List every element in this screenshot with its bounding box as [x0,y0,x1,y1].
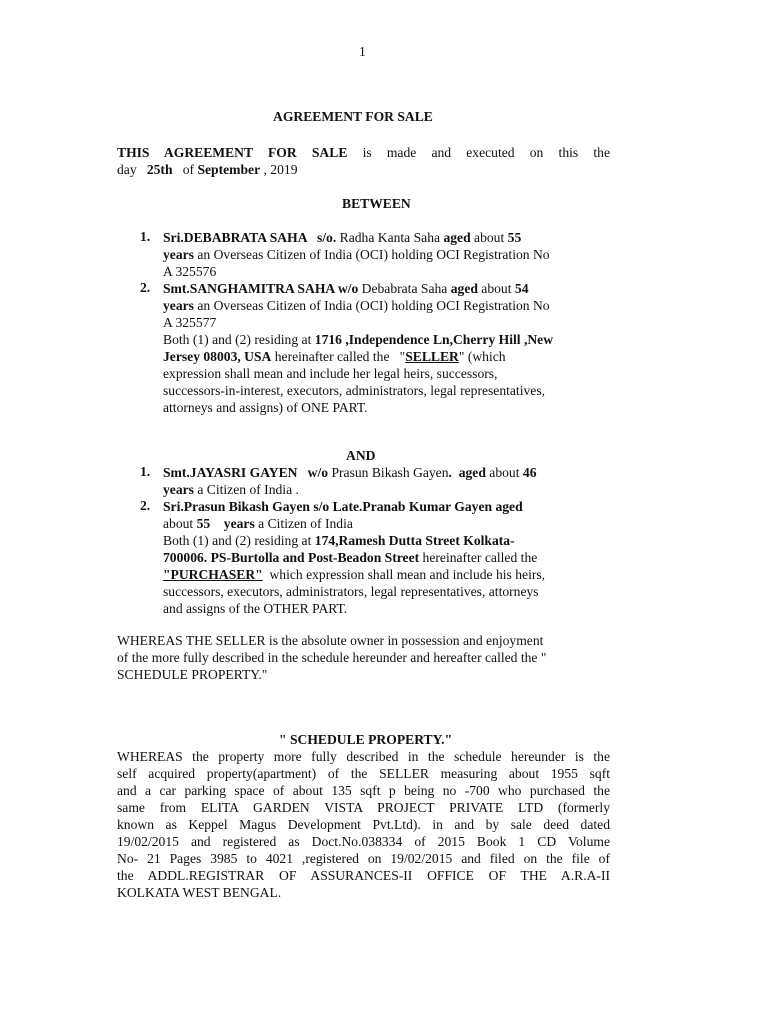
whereas-1-line-3: SCHEDULE PROPERTY." [117,667,268,682]
seller-1-name: Sri.DEBABRATA SAHA s/o. [163,230,337,245]
whereas-2-line-9: KOLKATA WEST BENGAL. [117,885,282,900]
and-heading: AND [346,448,376,463]
purchaser-clause-line-4: successors, executors, administrators, legal representatives, attorneys [163,584,539,599]
seller-which: " (which [458,349,506,364]
seller-clause-line-4: successors-in-interest, executors, administrators, legal representatives, [163,383,546,398]
purchaser-1-name: Smt.JAYASRI GAYEN w/o [163,465,329,480]
between-heading: BETWEEN [342,196,411,211]
purchaser-called: hereinafter called the [419,550,538,565]
seller-2-name: Smt.SANGHAMITRA SAHA w/o [163,281,359,296]
whereas-1-line-2: of the more fully described in the schedule hereunder and hereafter called the " [117,650,547,665]
seller-address: 1716 ,Independence Ln,Cherry Hill ,New [314,332,554,347]
seller-2-aged: aged [450,281,478,296]
seller-residing: Both (1) and (2) residing at [163,332,315,347]
seller-1-years: years [163,247,194,262]
seller-address-line-2 [163,348,506,365]
seller-2-line-2 [163,297,550,314]
purchaser-which: which expression shall mean and include his heirs, [262,567,546,582]
whereas-2-line-7: No- 21 Pages 3985 to 4021 ,registered on 19/02/2015 and filed on the file of [117,851,610,866]
schedule-heading: " SCHEDULE PROPERTY." [279,732,453,747]
purchaser-1-citizen: a Citizen of India . [193,482,299,497]
intro-heading: THIS AGREEMENT FOR SALE [117,145,348,160]
intro-year: , 2019 [260,162,298,177]
whereas-2-line-8: the ADDL.REGISTRAR OF ASSURANCES-II OFFICE OF THE A.R.A-II [117,868,610,883]
intro-day-label: day [117,162,147,177]
purchaser-address-cont: 700006. PS-Burtolla and Post-Beadon Street [163,550,420,565]
seller-1-father: Radha Kanta Saha [336,230,444,245]
seller-2-age: 54 [514,281,529,296]
purchaser-2-age: 55 years [196,516,255,531]
seller-1-about: about [470,230,508,245]
whereas-2-line-3: and a car parking space of about 135 sqft p being no -700 who purchased the [117,783,610,798]
seller-clause-line-3: expression shall mean and include her legal heirs, successors, [163,366,498,381]
intro-line-1 [117,144,610,161]
intro-line-2 [117,161,298,178]
whereas-2-line-5: known as Keppel Magus Development Pvt.Ltd). in and by sale deed dated [117,817,610,832]
purchaser-1-husband: Prasun Bikash Gayen [328,465,449,480]
intro-day: 25th [146,162,173,177]
purchaser-2-number: 2. [140,498,151,513]
purchaser-address: 174,Ramesh Dutta Street Kolkata- [314,533,515,548]
whereas-2-line-4: same from ELITA GARDEN VISTA PROJECT PRIVATE LTD (formerly [117,800,610,815]
seller-1-line-2 [163,246,550,263]
purchaser-label: "PURCHASER" [163,567,263,582]
whereas-2-line-6: 19/02/2015 and registered as Doct.No.038334 of 2015 Book 1 CD Volume [117,834,610,849]
seller-2-line-1 [163,280,529,297]
purchaser-1-about: about [485,465,523,480]
seller-2-oci: an Overseas Citizen of India (OCI) holding OCI Registration No [193,298,550,313]
seller-2-oci-number: A 325577 [163,315,217,330]
purchaser-2-citizen: a Citizen of India [254,516,353,531]
seller-1-number: 1. [140,229,151,244]
seller-called: hereinafter called the " [271,349,406,364]
seller-address-line-1 [163,331,553,348]
seller-2-years: years [163,298,194,313]
seller-1-line-1 [163,229,521,246]
purchaser-residing: Both (1) and (2) residing at [163,533,315,548]
page-number: 1 [359,44,366,59]
seller-clause-line-5: attorneys and assigns) of ONE PART. [163,400,368,415]
purchaser-2-line-2 [163,515,353,532]
seller-address-cont: Jersey 08003, USA [163,349,272,364]
seller-1-oci-number: A 325576 [163,264,217,279]
seller-label: SELLER [405,349,459,364]
purchaser-1-aged: . aged [448,465,486,480]
purchaser-2-about: about [163,516,197,531]
seller-2-about: about [477,281,515,296]
intro-text: is made and executed on this the [347,145,610,160]
seller-1-age: 55 [507,230,522,245]
purchaser-2-name: Sri.Prasun Bikash Gayen s/o Late.Pranab Kumar Gayen aged [163,499,523,514]
purchaser-1-number: 1. [140,464,151,479]
purchaser-1-line-1 [163,464,537,481]
seller-1-aged: aged [443,230,471,245]
seller-2-husband: Debabrata Saha [358,281,451,296]
purchaser-1-age: 46 [522,465,537,480]
document-title: AGREEMENT FOR SALE [273,109,433,124]
purchaser-1-years: years [163,482,194,497]
whereas-2-line-2: self acquired property(apartment) of the SELLER measuring about 1955 sqft [117,766,610,781]
intro-of: of [172,162,198,177]
purchaser-clause-line-5: and assigns of the OTHER PART. [163,601,348,616]
purchaser-address-line-1 [163,532,515,549]
whereas-1-line-1: WHEREAS THE SELLER is the absolute owner in possession and enjoyment [117,633,544,648]
purchaser-address-line-2 [163,549,537,566]
purchaser-clause-line-3 [163,566,545,583]
purchaser-1-line-2 [163,481,299,498]
seller-1-oci: an Overseas Citizen of India (OCI) holding OCI Registration No [193,247,550,262]
whereas-2-line-1: WHEREAS the property more fully described in the schedule hereunder is the [117,749,610,764]
seller-2-number: 2. [140,280,151,295]
intro-month: September [197,162,261,177]
